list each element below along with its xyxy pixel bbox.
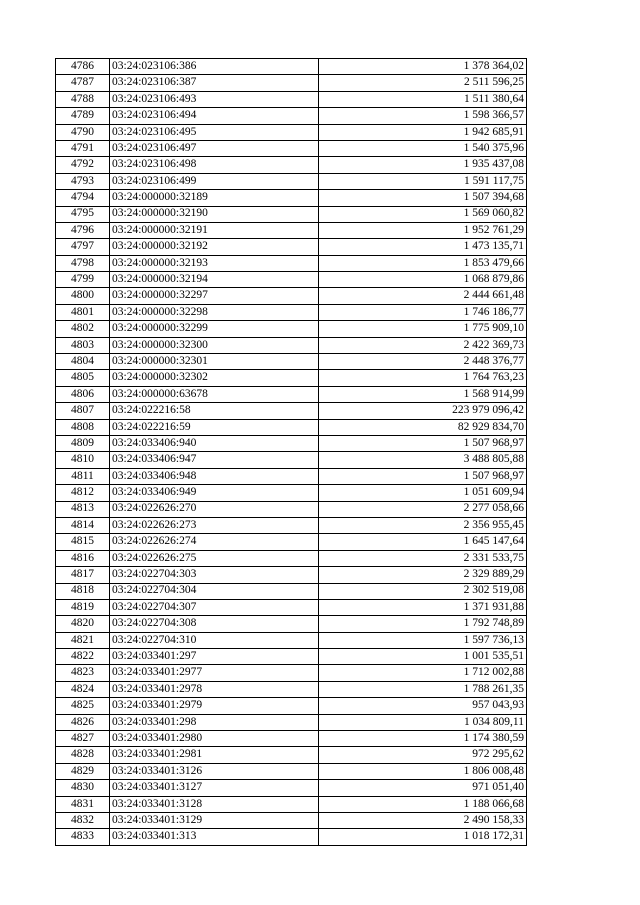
row-number-cell: 4797: [56, 239, 110, 255]
value-cell: 1 371 931,88: [319, 599, 527, 615]
cadastral-number-cell: 03:24:033406:948: [110, 468, 319, 484]
table-row: [56, 403, 527, 419]
cadastral-number-cell: 03:24:033401:2978: [110, 681, 319, 697]
table-body: [56, 59, 527, 846]
row-number-cell: 4790: [56, 124, 110, 140]
row-number-cell: 4831: [56, 796, 110, 812]
table-row: [56, 354, 527, 370]
value-cell: 1 507 968,97: [319, 435, 527, 451]
row-number-cell: 4806: [56, 386, 110, 402]
row-number-cell: 4830: [56, 780, 110, 796]
cadastral-number-cell: 03:24:033401:3126: [110, 763, 319, 779]
row-number-cell: 4822: [56, 649, 110, 665]
value-cell: 1 001 535,51: [319, 649, 527, 665]
table-row: [56, 157, 527, 173]
table-row: [56, 665, 527, 681]
row-number-cell: 4824: [56, 681, 110, 697]
table-row: [56, 485, 527, 501]
table-row: [56, 255, 527, 271]
value-cell: 971 051,40: [319, 780, 527, 796]
table-row: [56, 91, 527, 107]
table-row: [56, 452, 527, 468]
row-number-cell: 4812: [56, 485, 110, 501]
table-row: [56, 370, 527, 386]
value-cell: 1 378 364,02: [319, 59, 527, 75]
cadastral-number-cell: 03:24:033401:2979: [110, 698, 319, 714]
row-number-cell: 4792: [56, 157, 110, 173]
value-cell: 1 775 909,10: [319, 321, 527, 337]
row-number-cell: 4804: [56, 354, 110, 370]
table-row: [56, 173, 527, 189]
row-number-cell: 4825: [56, 698, 110, 714]
cadastral-number-cell: 03:24:033406:940: [110, 435, 319, 451]
cadastral-number-cell: 03:24:000000:32299: [110, 321, 319, 337]
row-number-cell: 4817: [56, 567, 110, 583]
table-row: [56, 468, 527, 484]
table-row: [56, 599, 527, 615]
table-row: [56, 272, 527, 288]
value-cell: 82 929 834,70: [319, 419, 527, 435]
table-row: [56, 108, 527, 124]
value-cell: 2 511 596,25: [319, 75, 527, 91]
table-row: [56, 517, 527, 533]
table-row: [56, 616, 527, 632]
table-row: [56, 812, 527, 828]
row-number-cell: 4827: [56, 731, 110, 747]
cadastral-number-cell: 03:24:022626:274: [110, 534, 319, 550]
value-cell: 1 511 380,64: [319, 91, 527, 107]
cadastral-number-cell: 03:24:000000:32193: [110, 255, 319, 271]
table-row: [56, 337, 527, 353]
table-row: [56, 763, 527, 779]
cadastral-number-cell: 03:24:023106:494: [110, 108, 319, 124]
cadastral-number-cell: 03:24:000000:32189: [110, 190, 319, 206]
cadastral-number-cell: 03:24:000000:32302: [110, 370, 319, 386]
row-number-cell: 4815: [56, 534, 110, 550]
table-row: [56, 419, 527, 435]
value-cell: 1 598 366,57: [319, 108, 527, 124]
table-row: [56, 731, 527, 747]
value-cell: 1 507 968,97: [319, 468, 527, 484]
row-number-cell: 4828: [56, 747, 110, 763]
value-cell: 2 302 519,08: [319, 583, 527, 599]
cadastral-number-cell: 03:24:033401:2977: [110, 665, 319, 681]
table-row: [56, 583, 527, 599]
value-cell: 1 188 066,68: [319, 796, 527, 812]
row-number-cell: 4786: [56, 59, 110, 75]
value-cell: 1 764 763,23: [319, 370, 527, 386]
cadastral-number-cell: 03:24:033401:298: [110, 714, 319, 730]
row-number-cell: 4802: [56, 321, 110, 337]
value-cell: 2 422 369,73: [319, 337, 527, 353]
value-cell: 1 597 736,13: [319, 632, 527, 648]
table-row: [56, 632, 527, 648]
row-number-cell: 4789: [56, 108, 110, 124]
cadastral-number-cell: 03:24:000000:32190: [110, 206, 319, 222]
cadastral-number-cell: 03:24:022704:310: [110, 632, 319, 648]
row-number-cell: 4807: [56, 403, 110, 419]
row-number-cell: 4801: [56, 304, 110, 320]
data-table: [55, 58, 527, 846]
table-row: [56, 681, 527, 697]
value-cell: 1 568 914,99: [319, 386, 527, 402]
cadastral-number-cell: 03:24:033406:949: [110, 485, 319, 501]
row-number-cell: 4798: [56, 255, 110, 271]
value-cell: 1 806 008,48: [319, 763, 527, 779]
value-cell: 1 942 685,91: [319, 124, 527, 140]
table-row: [56, 435, 527, 451]
table-row: [56, 140, 527, 156]
cadastral-number-cell: 03:24:033401:2980: [110, 731, 319, 747]
row-number-cell: 4826: [56, 714, 110, 730]
table-row: [56, 698, 527, 714]
cadastral-number-cell: 03:24:022704:303: [110, 567, 319, 583]
cadastral-number-cell: 03:24:033401:313: [110, 829, 319, 845]
value-cell: 1 540 375,96: [319, 140, 527, 156]
cadastral-number-cell: 03:24:000000:32192: [110, 239, 319, 255]
cadastral-number-cell: 03:24:000000:32298: [110, 304, 319, 320]
cadastral-number-cell: 03:24:022704:304: [110, 583, 319, 599]
value-cell: 1 174 380,59: [319, 731, 527, 747]
value-cell: 1 507 394,68: [319, 190, 527, 206]
row-number-cell: 4803: [56, 337, 110, 353]
cadastral-number-cell: 03:24:022216:58: [110, 403, 319, 419]
value-cell: 1 712 002,88: [319, 665, 527, 681]
table-row: [56, 649, 527, 665]
cadastral-number-cell: 03:24:022626:275: [110, 550, 319, 566]
value-cell: 2 277 058,66: [319, 501, 527, 517]
row-number-cell: 4793: [56, 173, 110, 189]
value-cell: 1 034 809,11: [319, 714, 527, 730]
value-cell: 2 444 661,48: [319, 288, 527, 304]
row-number-cell: 4819: [56, 599, 110, 615]
table-row: [56, 304, 527, 320]
cadastral-number-cell: 03:24:033401:3127: [110, 780, 319, 796]
row-number-cell: 4799: [56, 272, 110, 288]
table-row: [56, 534, 527, 550]
cadastral-number-cell: 03:24:033406:947: [110, 452, 319, 468]
row-number-cell: 4818: [56, 583, 110, 599]
row-number-cell: 4816: [56, 550, 110, 566]
cadastral-number-cell: 03:24:022626:270: [110, 501, 319, 517]
value-cell: 1 051 609,94: [319, 485, 527, 501]
table-row: [56, 239, 527, 255]
cadastral-number-cell: 03:24:023106:499: [110, 173, 319, 189]
table-row: [56, 206, 527, 222]
table-row: [56, 190, 527, 206]
value-cell: 2 356 955,45: [319, 517, 527, 533]
value-cell: 1 952 761,29: [319, 222, 527, 238]
row-number-cell: 4794: [56, 190, 110, 206]
cadastral-number-cell: 03:24:023106:493: [110, 91, 319, 107]
table-row: [56, 829, 527, 845]
cadastral-number-cell: 03:24:022626:273: [110, 517, 319, 533]
value-cell: 2 331 533,75: [319, 550, 527, 566]
value-cell: 1 935 437,08: [319, 157, 527, 173]
value-cell: 1 473 135,71: [319, 239, 527, 255]
cadastral-number-cell: 03:24:023106:386: [110, 59, 319, 75]
table-row: [56, 796, 527, 812]
value-cell: 1 068 879,86: [319, 272, 527, 288]
table-row: [56, 59, 527, 75]
row-number-cell: 4808: [56, 419, 110, 435]
table-row: [56, 747, 527, 763]
value-cell: 223 979 096,42: [319, 403, 527, 419]
row-number-cell: 4823: [56, 665, 110, 681]
cadastral-number-cell: 03:24:022216:59: [110, 419, 319, 435]
row-number-cell: 4787: [56, 75, 110, 91]
value-cell: 1 645 147,64: [319, 534, 527, 550]
value-cell: 3 488 805,88: [319, 452, 527, 468]
value-cell: 972 295,62: [319, 747, 527, 763]
cadastral-number-cell: 03:24:000000:32297: [110, 288, 319, 304]
row-number-cell: 4810: [56, 452, 110, 468]
cadastral-number-cell: 03:24:023106:497: [110, 140, 319, 156]
cadastral-number-cell: 03:24:023106:498: [110, 157, 319, 173]
table-row: [56, 288, 527, 304]
table-row: [56, 714, 527, 730]
value-cell: 2 329 889,29: [319, 567, 527, 583]
cadastral-number-cell: 03:24:022704:308: [110, 616, 319, 632]
row-number-cell: 4809: [56, 435, 110, 451]
row-number-cell: 4814: [56, 517, 110, 533]
table-row: [56, 567, 527, 583]
cadastral-number-cell: 03:24:000000:63678: [110, 386, 319, 402]
cadastral-number-cell: 03:24:033401:297: [110, 649, 319, 665]
cadastral-number-cell: 03:24:000000:32191: [110, 222, 319, 238]
cadastral-number-cell: 03:24:000000:32194: [110, 272, 319, 288]
value-cell: 1 792 748,89: [319, 616, 527, 632]
row-number-cell: 4832: [56, 812, 110, 828]
table-row: [56, 321, 527, 337]
table-row: [56, 386, 527, 402]
value-cell: 1 853 479,66: [319, 255, 527, 271]
table-row: [56, 222, 527, 238]
row-number-cell: 4821: [56, 632, 110, 648]
row-number-cell: 4795: [56, 206, 110, 222]
value-cell: 2 448 376,77: [319, 354, 527, 370]
row-number-cell: 4811: [56, 468, 110, 484]
value-cell: 1 591 117,75: [319, 173, 527, 189]
row-number-cell: 4788: [56, 91, 110, 107]
cadastral-number-cell: 03:24:000000:32301: [110, 354, 319, 370]
value-cell: 1 788 261,35: [319, 681, 527, 697]
row-number-cell: 4796: [56, 222, 110, 238]
value-cell: 2 490 158,33: [319, 812, 527, 828]
cadastral-number-cell: 03:24:033401:3129: [110, 812, 319, 828]
row-number-cell: 4791: [56, 140, 110, 156]
cadastral-number-cell: 03:24:023106:387: [110, 75, 319, 91]
table-row: [56, 780, 527, 796]
cadastral-number-cell: 03:24:000000:32300: [110, 337, 319, 353]
value-cell: 957 043,93: [319, 698, 527, 714]
row-number-cell: 4833: [56, 829, 110, 845]
row-number-cell: 4805: [56, 370, 110, 386]
row-number-cell: 4820: [56, 616, 110, 632]
table-row: [56, 550, 527, 566]
value-cell: 1 569 060,82: [319, 206, 527, 222]
cadastral-number-cell: 03:24:022704:307: [110, 599, 319, 615]
table-row: [56, 75, 527, 91]
value-cell: 1 018 172,31: [319, 829, 527, 845]
cadastral-number-cell: 03:24:023106:495: [110, 124, 319, 140]
cadastral-number-cell: 03:24:033401:2981: [110, 747, 319, 763]
row-number-cell: 4800: [56, 288, 110, 304]
row-number-cell: 4813: [56, 501, 110, 517]
cadastral-number-cell: 03:24:033401:3128: [110, 796, 319, 812]
value-cell: 1 746 186,77: [319, 304, 527, 320]
table-row: [56, 124, 527, 140]
row-number-cell: 4829: [56, 763, 110, 779]
table-row: [56, 501, 527, 517]
